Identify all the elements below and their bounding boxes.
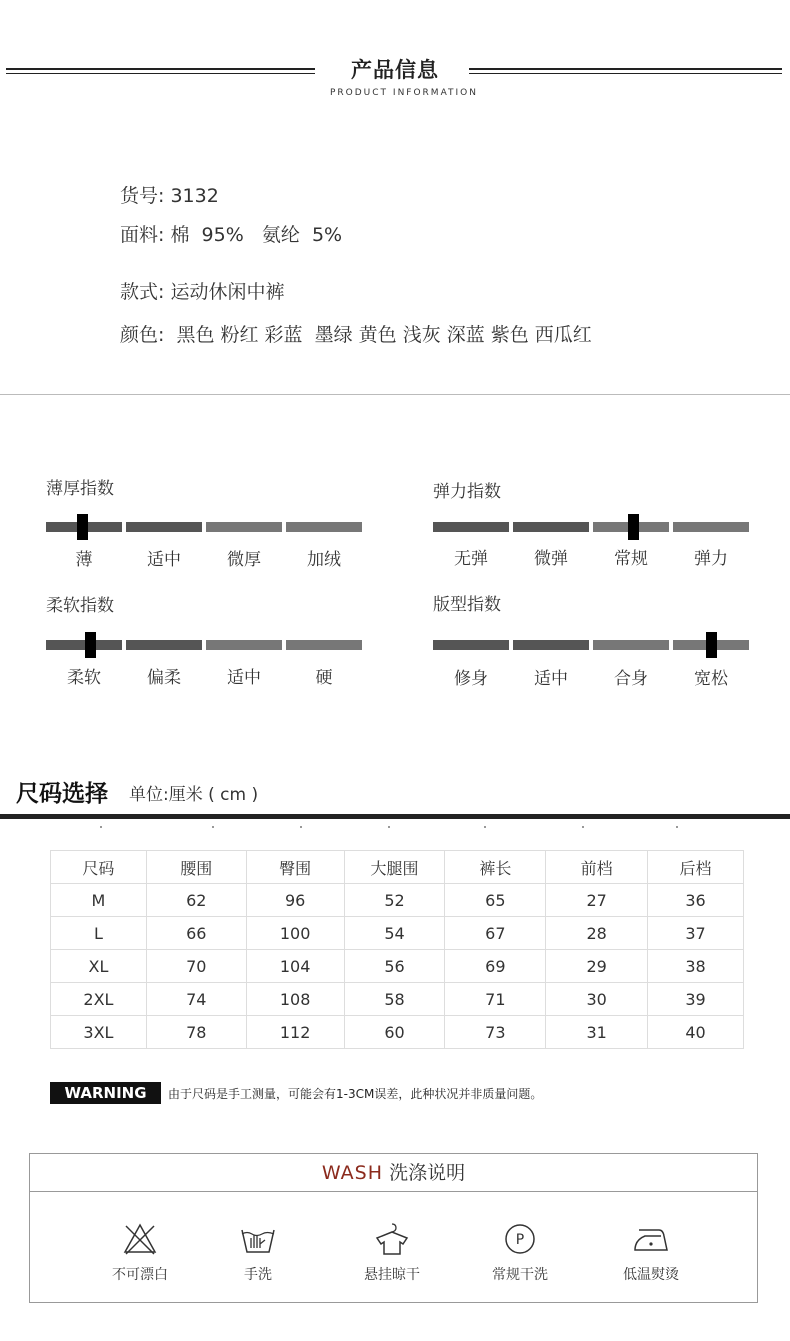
index-option-label: 加绒 xyxy=(307,550,341,570)
column-header: 裤长 xyxy=(445,851,546,884)
table-cell: 52 xyxy=(344,884,445,917)
table-row xyxy=(51,950,744,983)
index-title: 柔软指数 xyxy=(46,596,114,616)
index-option-label: 无弹 xyxy=(454,549,488,569)
wash-item-dry-clean xyxy=(465,1222,575,1284)
table-cell: 66 xyxy=(146,917,246,950)
wash-title-cn: 洗涤说明 xyxy=(389,1162,466,1184)
wash-instructions xyxy=(29,1153,758,1303)
colors-list: 黑色 粉红 彩蓝 墨绿 黄色 浅灰 深蓝 紫色 西瓜红 xyxy=(176,324,592,346)
table-cell: 27 xyxy=(546,884,648,917)
table-cell: XL xyxy=(51,950,147,983)
wash-label: 手洗 xyxy=(244,1267,272,1283)
table-cell: 69 xyxy=(445,950,546,983)
index-segment xyxy=(433,522,509,532)
table-cell: 39 xyxy=(648,983,744,1016)
table-cell: 31 xyxy=(546,1016,648,1049)
table-cell: L xyxy=(51,917,147,950)
dot-row xyxy=(0,826,790,830)
page-subtitle: PRODUCT INFORMATION xyxy=(329,88,479,98)
table-cell: 56 xyxy=(344,950,445,983)
table-cell: 29 xyxy=(546,950,648,983)
index-option-label: 适中 xyxy=(147,550,181,570)
index-title: 版型指数 xyxy=(433,595,501,615)
index-segment xyxy=(673,522,749,532)
table-cell: 112 xyxy=(246,1016,344,1049)
hand-wash-icon xyxy=(239,1222,277,1256)
wash-item-hand-wash xyxy=(203,1222,313,1284)
index-segment xyxy=(126,640,202,650)
index-segment xyxy=(126,522,202,532)
index-option-label: 微厚 xyxy=(227,550,261,570)
table-cell: M xyxy=(51,884,147,917)
table-cell: 40 xyxy=(648,1016,744,1049)
column-header: 臀围 xyxy=(246,851,344,884)
table-cell: 60 xyxy=(344,1016,445,1049)
index-segment xyxy=(433,640,509,650)
index-marker xyxy=(85,632,96,658)
dry-clean-icon xyxy=(503,1222,537,1256)
size-rule xyxy=(0,814,790,819)
index-title: 薄厚指数 xyxy=(46,479,114,499)
index-scale xyxy=(433,640,753,650)
section-divider xyxy=(0,394,790,395)
index-segment xyxy=(206,522,282,532)
index-option-label: 偏柔 xyxy=(147,668,181,688)
wash-label: 常规干洗 xyxy=(492,1267,548,1283)
table-header-row xyxy=(51,851,744,884)
table-row xyxy=(51,1016,744,1049)
index-option-label: 弹力 xyxy=(694,549,728,569)
page-header xyxy=(0,0,790,110)
wash-label: 低温熨烫 xyxy=(623,1267,679,1283)
wash-item-low-iron xyxy=(596,1222,706,1284)
column-header: 大腿围 xyxy=(344,851,445,884)
page-title: 产品信息 xyxy=(351,58,439,82)
no-bleach-icon xyxy=(122,1222,158,1256)
index-option-label: 修身 xyxy=(454,669,488,689)
index-option-label: 柔软 xyxy=(67,668,101,688)
index-segment xyxy=(593,640,669,650)
table-row xyxy=(51,983,744,1016)
table-cell: 36 xyxy=(648,884,744,917)
index-option-label: 合身 xyxy=(614,669,648,689)
table-cell: 104 xyxy=(246,950,344,983)
index-marker xyxy=(628,514,639,540)
warning-text: 由于尺码是手工测量，可能会有1-3CM误差，此种状况并非质量问题。 xyxy=(168,1087,543,1101)
size-unit: 单位:厘米 ( cm ) xyxy=(129,785,259,805)
table-cell: 67 xyxy=(445,917,546,950)
index-option-label: 薄 xyxy=(75,550,93,570)
table-cell: 2XL xyxy=(51,983,147,1016)
table-cell: 96 xyxy=(246,884,344,917)
table-cell: 100 xyxy=(246,917,344,950)
index-segment xyxy=(286,522,362,532)
warning-badge: WARNING xyxy=(50,1082,161,1104)
item-number: 货号: 3132 xyxy=(120,185,219,207)
table-cell: 38 xyxy=(648,950,744,983)
index-option-label: 硬 xyxy=(315,668,333,688)
table-cell: 62 xyxy=(146,884,246,917)
index-segment xyxy=(513,640,589,650)
low-iron-icon xyxy=(631,1222,671,1256)
table-cell: 54 xyxy=(344,917,445,950)
table-cell: 37 xyxy=(648,917,744,950)
table-cell: 73 xyxy=(445,1016,546,1049)
colors-label: 颜色: xyxy=(120,324,165,346)
column-header: 腰围 xyxy=(146,851,246,884)
table-row xyxy=(51,917,744,950)
hang-dry-icon xyxy=(373,1222,411,1256)
index-option-label: 微弹 xyxy=(534,549,568,569)
index-scale xyxy=(46,640,366,650)
index-marker xyxy=(706,632,717,658)
column-header: 前档 xyxy=(546,851,648,884)
table-cell: 30 xyxy=(546,983,648,1016)
index-option-label: 适中 xyxy=(534,669,568,689)
fabric-info: 面料: 棉 95% 氨纶 5% xyxy=(120,224,343,246)
table-cell: 65 xyxy=(445,884,546,917)
index-option-label: 适中 xyxy=(227,668,261,688)
index-title: 弹力指数 xyxy=(433,482,501,502)
column-header: 后档 xyxy=(648,851,744,884)
table-cell: 108 xyxy=(246,983,344,1016)
size-table xyxy=(50,850,744,1049)
table-cell: 28 xyxy=(546,917,648,950)
index-segment xyxy=(513,522,589,532)
wash-item-hang-dry xyxy=(337,1222,447,1284)
index-segment xyxy=(46,640,122,650)
svg-text:P: P xyxy=(515,1232,525,1248)
table-cell: 70 xyxy=(146,950,246,983)
table-cell: 71 xyxy=(445,983,546,1016)
wash-item-no-bleach xyxy=(85,1222,195,1284)
style-info: 款式: 运动休闲中裤 xyxy=(120,281,285,303)
index-option-label: 常规 xyxy=(614,549,648,569)
size-heading: 尺码选择 xyxy=(16,781,108,807)
table-cell: 58 xyxy=(344,983,445,1016)
wash-title-en: WASH xyxy=(321,1162,384,1184)
wash-label: 不可漂白 xyxy=(112,1267,168,1283)
index-marker xyxy=(77,514,88,540)
table-cell: 74 xyxy=(146,983,246,1016)
index-scale xyxy=(433,522,753,532)
table-cell: 78 xyxy=(146,1016,246,1049)
wash-label: 悬挂晾干 xyxy=(364,1267,420,1283)
table-row xyxy=(51,884,744,917)
index-segment xyxy=(286,640,362,650)
table-cell: 3XL xyxy=(51,1016,147,1049)
index-option-label: 宽松 xyxy=(694,669,728,689)
colors-info xyxy=(120,320,598,347)
index-scale xyxy=(46,522,366,532)
wash-title xyxy=(30,1154,757,1192)
column-header: 尺码 xyxy=(51,851,147,884)
index-segment xyxy=(206,640,282,650)
